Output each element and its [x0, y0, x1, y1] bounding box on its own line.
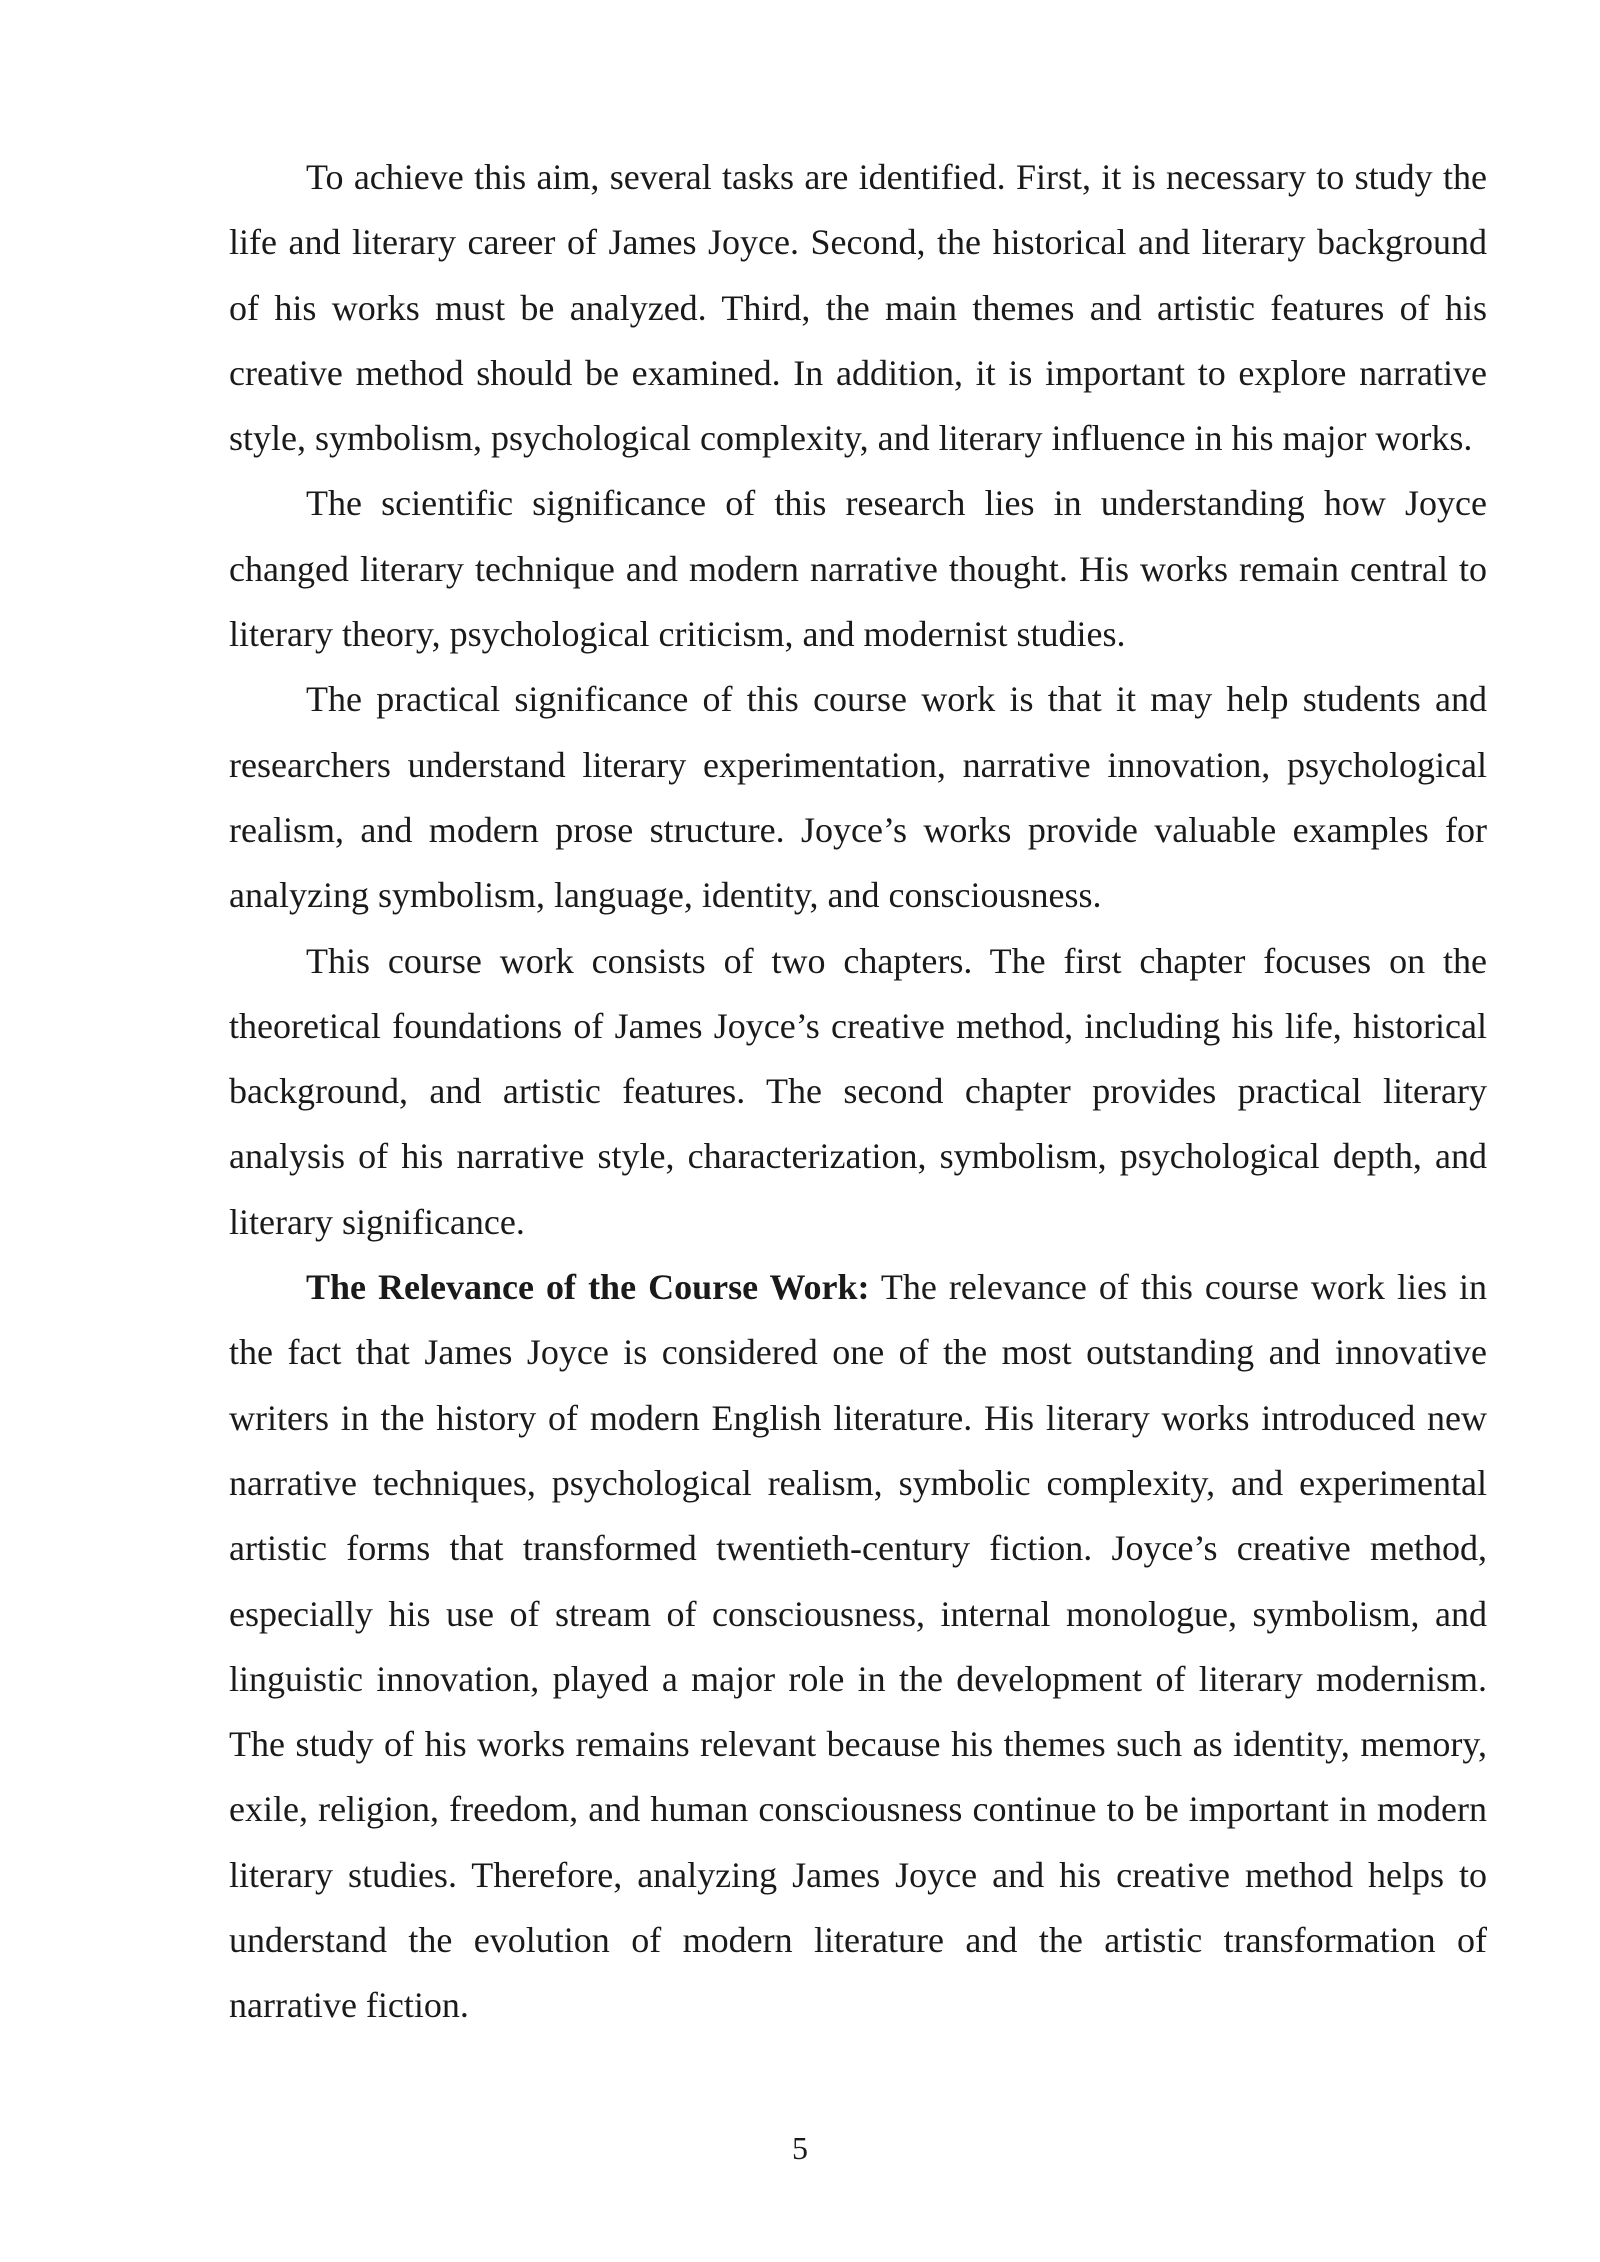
paragraph-text: To achieve this aim, several tasks are identified. First, it is necessary to study the life and literary career of James Joyce. Second, the historical and literary background of his works must be analyzed. Third, the main themes and artistic features of his creative method should be examined. In addition, it is important to explore narrative style, symbolism, psychological complexity, and literary influence in his major works. — [229, 157, 1487, 459]
body-text — [229, 145, 1487, 2039]
paragraph-text: The practical significance of this course work is that it may help students and researchers understand literary experimentation, narrative innovation, psychological realism, and modern prose structure. Joyce’s works provide valuable examples for analyzing symbolism, language, identity, and consciousness. — [229, 679, 1487, 916]
page-number: 5 — [792, 2130, 808, 2166]
paragraph-relevance — [229, 1255, 1487, 2039]
paragraph-scientific-significance — [229, 471, 1487, 667]
paragraph-text: The relevance of this course work lies in the fact that James Joyce is considered one of the most outstanding and innovative writers in the history of modern English literature. His literary works introduced new narrative techniques, psychological realism, symbolic complexity, and experimental artistic forms that transformed twentieth-century fiction. Joyce’s creative method, especially his use of stream of consciousness, internal monologue, symbolism, and linguistic innovation, played a major role in the development of literary modernism. The study of his works remains relevant because his themes such as identity, memory, exile, religion, freedom, and human consciousness continue to be important in modern literary studies. Therefore, analyzing James Joyce and his creative method helps to understand the evolution of modern literature and the artistic transformation of narrative fiction. — [229, 1267, 1488, 2026]
paragraph-structure — [229, 929, 1487, 1255]
paragraph-text: The scientific significance of this research lies in understanding how Joyce changed literary technique and modern narrative thought. His works remain central to literary theory, psychological criticism, and modernist studies. — [229, 483, 1487, 655]
paragraph-practical-significance — [229, 667, 1487, 928]
paragraph-heading: The Relevance of the Course Work: — [306, 1267, 870, 1308]
paragraph-text: This course work consists of two chapters. The first chapter focuses on the theoretical foundations of James Joyce’s creative method, including his life, historical background, and artistic features. The second chapter provides practical literary analysis of his narrative style, characterization, symbolism, psychological depth, and literary significance. — [229, 940, 1487, 1242]
paragraph-tasks — [229, 145, 1487, 471]
